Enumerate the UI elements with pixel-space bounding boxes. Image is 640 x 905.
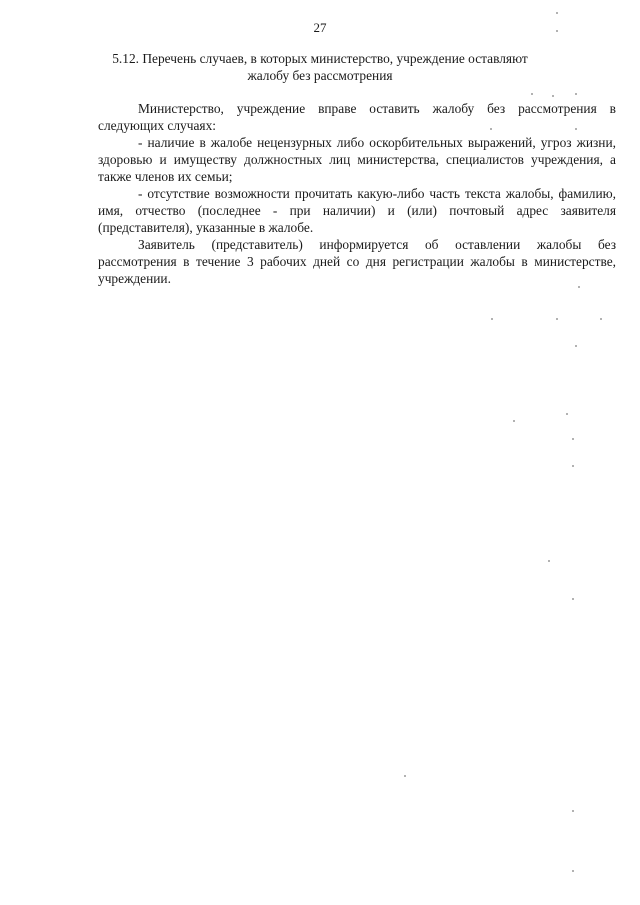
scan-speck	[572, 598, 574, 600]
scan-speck	[531, 93, 533, 95]
page-number: 27	[313, 20, 327, 35]
scan-speck	[556, 318, 558, 320]
paragraph-intro: Министерство, учреждение вправе оставить жалобу без рассмотрения в следующих случаях:	[98, 101, 616, 133]
scan-speck	[548, 560, 550, 562]
section-title-line-1: 5.12. Перечень случаев, в которых министерство, учреждение оставляют	[112, 51, 528, 66]
section-title	[110, 50, 530, 84]
scan-speck	[572, 438, 574, 440]
scan-speck	[490, 128, 492, 130]
section-title-line-2: жалобу без рассмотрения	[247, 68, 393, 83]
scan-speck	[575, 345, 577, 347]
scan-speck	[556, 12, 558, 14]
scan-speck	[513, 420, 515, 422]
scan-speck	[600, 318, 602, 320]
scan-speck	[572, 870, 574, 872]
scan-speck	[578, 286, 580, 288]
scan-speck	[575, 93, 577, 95]
section-body	[98, 100, 616, 287]
scan-speck	[572, 465, 574, 467]
scan-speck	[575, 128, 577, 130]
scan-speck	[566, 413, 568, 415]
scan-speck	[404, 775, 406, 777]
scan-speck	[556, 30, 558, 32]
paragraph-case-unreadable: - отсутствие возможности прочитать какую-либо часть текста жалобы, фамилию, имя, отчество (последнее - при наличии) и (или) почтовый адрес заявителя (представителя), указанные в жалобе.	[98, 186, 616, 235]
scan-speck	[491, 318, 493, 320]
paragraph-case-obscene: - наличие в жалобе нецензурных либо оскорбительных выражений, угроз жизни, здоровью и имуществу должностных лиц министерства, специалистов учреждения, а также членов их семьи;	[98, 135, 616, 184]
scan-speck	[552, 95, 554, 97]
paragraph-notification: Заявитель (представитель) информируется об оставлении жалобы без рассмотрения в течение 3 рабочих дней со дня регистрации жалобы в министерстве, учреждении.	[98, 237, 616, 286]
scan-speck	[572, 810, 574, 812]
